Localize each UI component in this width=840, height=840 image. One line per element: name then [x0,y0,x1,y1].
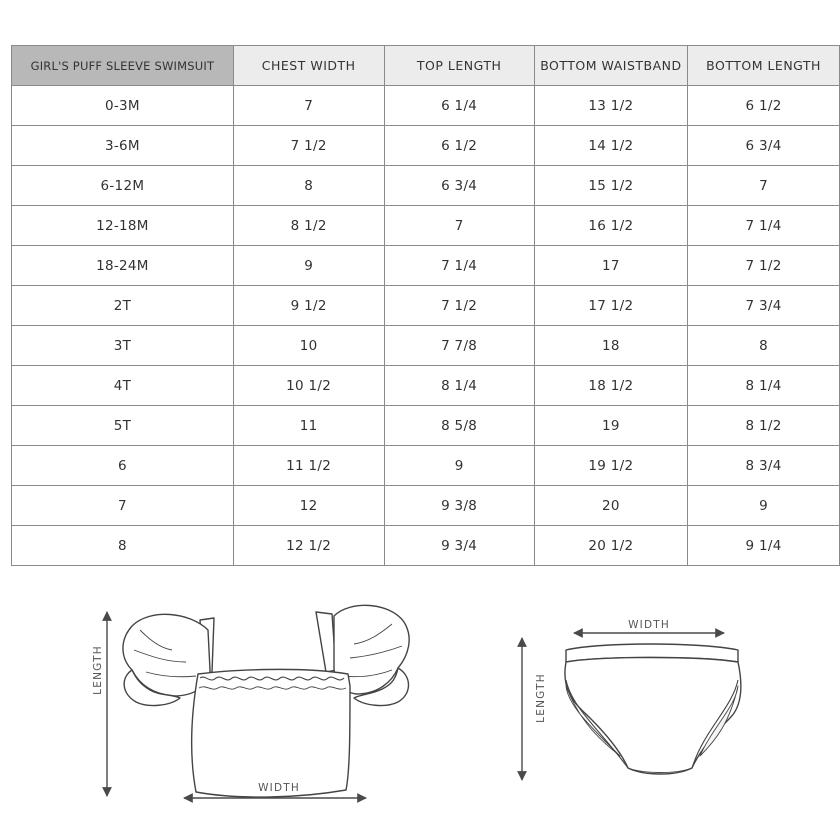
top-width-label: WIDTH [258,782,300,794]
table-row [12,206,840,246]
top-length-cell: 9 3/8 [384,486,534,526]
table-row [12,246,840,286]
bottom-length-cell: 8 3/4 [688,446,840,486]
bottom-length-cell: 7 1/2 [688,246,840,286]
chest-width-cell: 10 [233,326,384,366]
bottom-waistband-cell: 17 1/2 [534,286,687,326]
bottom-waistband-cell: 17 [534,246,687,286]
swim-bottom-illustration [565,644,741,774]
chest-width-cell: 9 1/2 [233,286,384,326]
size-chart-table [11,45,840,566]
bottom-waistband-cell: 13 1/2 [534,86,687,126]
top-length-cell: 7 1/2 [384,286,534,326]
table-row [12,486,840,526]
measurement-diagrams-svg [0,590,840,840]
chest-width-cell: 10 1/2 [233,366,384,406]
table-row [12,326,840,366]
header-bottom-waistband: BOTTOM WAISTBAND [534,46,687,86]
table-row [12,86,840,126]
chest-width-cell: 9 [233,246,384,286]
swim-top-illustration [123,605,409,797]
top-length-cell: 7 1/4 [384,246,534,286]
chest-width-cell: 7 [233,86,384,126]
chest-width-cell: 8 [233,166,384,206]
table-row [12,526,840,566]
bottom-length-cell: 6 1/2 [688,86,840,126]
size-cell: 12-18M [12,206,234,246]
size-cell: 8 [12,526,234,566]
header-chest-width: CHEST WIDTH [233,46,384,86]
top-length-cell: 9 3/4 [384,526,534,566]
bottom-length-cell: 9 1/4 [688,526,840,566]
bottom-length-label: LENGTH [535,673,547,723]
header-product-name: GIRL'S PUFF SLEEVE SWIMSUIT [12,46,234,86]
bottom-width-label: WIDTH [628,619,670,631]
chest-width-cell: 8 1/2 [233,206,384,246]
bottom-waistband-cell: 18 1/2 [534,366,687,406]
table-row [12,406,840,446]
size-cell: 6 [12,446,234,486]
size-cell: 7 [12,486,234,526]
bottom-length-cell: 7 [688,166,840,206]
chest-width-cell: 11 1/2 [233,446,384,486]
table-row [12,126,840,166]
chest-width-cell: 12 [233,486,384,526]
top-length-cell: 8 5/8 [384,406,534,446]
bottom-waistband-cell: 20 1/2 [534,526,687,566]
top-length-cell: 9 [384,446,534,486]
top-length-cell: 6 3/4 [384,166,534,206]
table-row [12,366,840,406]
bottom-length-cell: 7 3/4 [688,286,840,326]
header-bottom-length: BOTTOM LENGTH [688,46,840,86]
top-length-cell: 6 1/4 [384,86,534,126]
bottom-waistband-cell: 20 [534,486,687,526]
bottom-length-cell: 6 3/4 [688,126,840,166]
size-cell: 0-3M [12,86,234,126]
top-length-cell: 6 1/2 [384,126,534,166]
bottom-length-cell: 9 [688,486,840,526]
bottom-length-cell: 7 1/4 [688,206,840,246]
size-cell: 2T [12,286,234,326]
top-length-label: LENGTH [92,645,104,695]
size-cell: 18-24M [12,246,234,286]
bottom-length-cell: 8 1/4 [688,366,840,406]
bottom-waistband-cell: 19 1/2 [534,446,687,486]
table-row [12,286,840,326]
size-cell: 4T [12,366,234,406]
size-cell: 3T [12,326,234,366]
bottom-length-cell: 8 1/2 [688,406,840,446]
chest-width-cell: 12 1/2 [233,526,384,566]
top-length-cell: 8 1/4 [384,366,534,406]
bottom-length-cell: 8 [688,326,840,366]
bottom-waistband-cell: 15 1/2 [534,166,687,206]
measurement-diagrams [0,590,840,840]
bottom-waistband-cell: 16 1/2 [534,206,687,246]
bottom-waistband-cell: 18 [534,326,687,366]
size-cell: 3-6M [12,126,234,166]
chest-width-cell: 11 [233,406,384,446]
bottom-waistband-cell: 14 1/2 [534,126,687,166]
size-cell: 6-12M [12,166,234,206]
header-top-length: TOP LENGTH [384,46,534,86]
table-header-row [12,46,840,86]
table-row [12,166,840,206]
table-row [12,446,840,486]
chest-width-cell: 7 1/2 [233,126,384,166]
top-length-cell: 7 [384,206,534,246]
bottom-waistband-cell: 19 [534,406,687,446]
size-cell: 5T [12,406,234,446]
top-length-cell: 7 7/8 [384,326,534,366]
